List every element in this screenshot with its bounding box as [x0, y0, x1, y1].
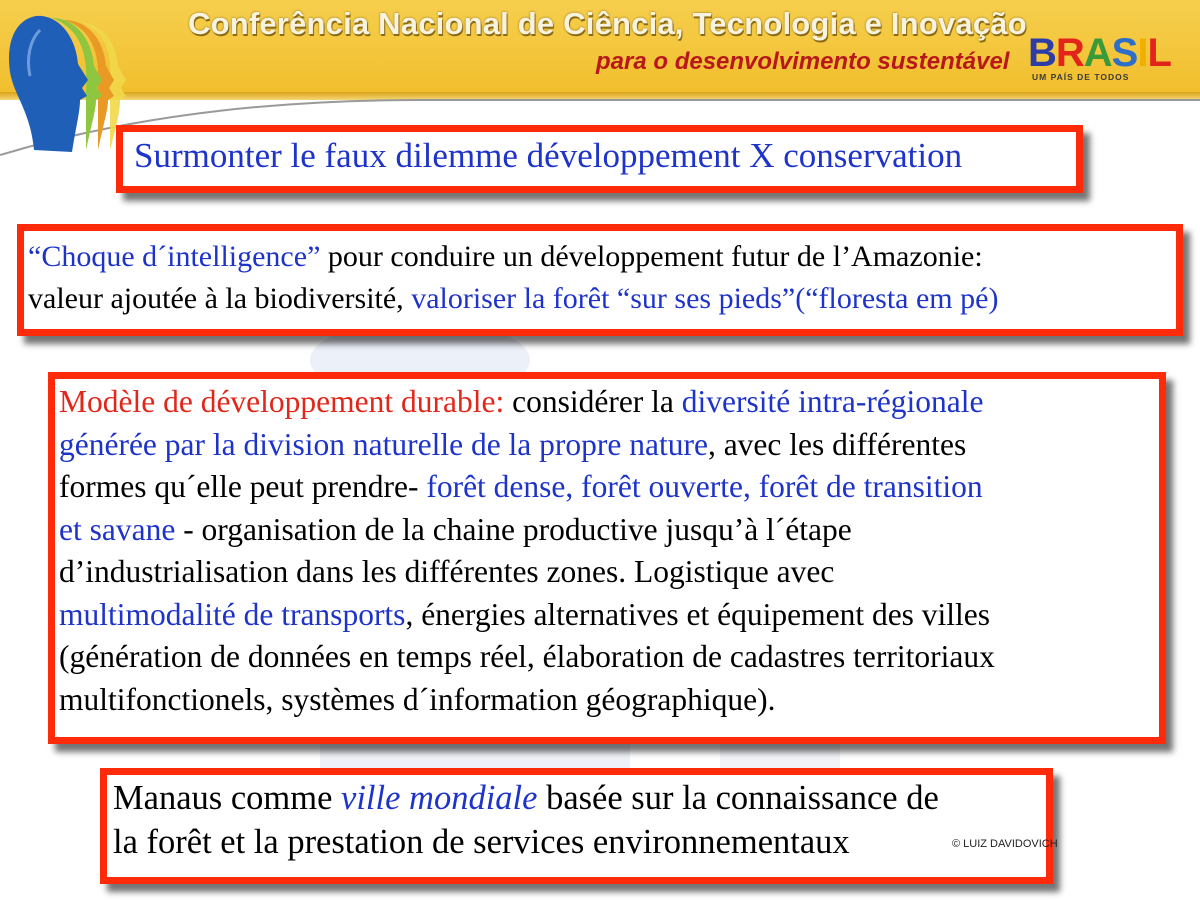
statement-3-line-5: d’industrialisation dans les différentes zones. Logistique avec — [59, 554, 835, 589]
valoriser-foret-phrase: valoriser la forêt “sur ses pieds”(“floresta em pé) — [411, 282, 999, 315]
statement-4-line-2: la forêt et la prestation de services environnementaux — [113, 823, 850, 861]
statement-box-3 — [48, 372, 1166, 744]
logo-letter-s: S — [1111, 31, 1138, 75]
statement-3-line-3 — [59, 466, 1159, 509]
logo-letter-l: L — [1147, 31, 1171, 75]
conference-subtitle: para o desenvolvimento sustentável — [596, 48, 1010, 75]
statement-box-4 — [100, 768, 1053, 884]
statement-3-line-6-rest: , énergies alternatives et équipement des villes — [405, 596, 991, 632]
statement-3-line-2 — [59, 424, 1159, 467]
multimodalite-phrase: multimodalité de transports — [59, 596, 406, 632]
statement-3-line-2-rest: , avec les différentes — [707, 426, 967, 462]
statement-3-line-7: (génération de données en temps réel, élaboration de cadastres territoriaux — [59, 639, 995, 674]
logo-letter-a: A — [1083, 31, 1112, 75]
generee-phrase: générée par la division naturelle de la propre nature — [59, 426, 708, 462]
diversite-phrase: diversité intra-régionale — [681, 384, 984, 419]
brasil-logo-word — [1028, 32, 1171, 74]
modele-heading: Modèle de développement durable — [59, 384, 496, 419]
logo-letter-i: I — [1137, 31, 1148, 75]
statement-3-line-1-mid: considérer la — [504, 384, 682, 419]
ville-mondiale-phrase: ville mondiale — [341, 779, 538, 817]
statement-3-line-8: multifonctionels, systèmes d´information géographique). — [59, 681, 776, 717]
logo-tagline: UM PAÍS DE TODOS — [1032, 72, 1130, 82]
statement-3-line-3-start: formes qu´elle peut prendre- — [59, 469, 427, 504]
statement-4-line-1-start: Manaus comme — [113, 779, 342, 817]
statement-box-2 — [17, 224, 1183, 336]
logo-letter-r: R — [1055, 31, 1084, 75]
statement-2-line-1-rest: pour conduire un développement futur de l’Amazonie: — [320, 240, 983, 273]
conference-title: Conferência Nacional de Ciência, Tecnologia e Inovação — [188, 6, 1027, 41]
statement-2-line-1 — [28, 236, 1176, 278]
savane-phrase: et savane — [59, 511, 176, 547]
statement-2-line-2 — [28, 278, 1176, 320]
statement-3-line-6 — [59, 594, 1159, 637]
statement-3-line-1 — [59, 381, 1159, 424]
statement-1-text: Surmonter le faux dilemme développement X conservation — [134, 136, 963, 175]
statement-2-line-2-start: valeur ajoutée à la biodiversité, — [28, 282, 412, 315]
choque-intelligence-phrase: “Choque d´intelligence” — [28, 240, 321, 273]
brasil-logo — [1028, 32, 1188, 92]
forest-types-phrase: forêt dense, forêt ouverte, forêt de transition — [426, 469, 983, 504]
copyright-notice: © LUIZ DAVIDOVICH — [952, 838, 1058, 850]
modele-colon: : — [495, 384, 505, 419]
statement-4-line-1-rest: basée sur la connaissance de — [537, 779, 939, 817]
statement-3-line-4-rest: - organisation de la chaine productive jusqu’à l´étape — [175, 511, 852, 547]
logo-letter-b: B — [1028, 31, 1056, 75]
statement-3-line-4 — [59, 509, 1159, 552]
statement-box-1 — [116, 125, 1083, 193]
statement-4-line-1 — [113, 776, 1046, 820]
